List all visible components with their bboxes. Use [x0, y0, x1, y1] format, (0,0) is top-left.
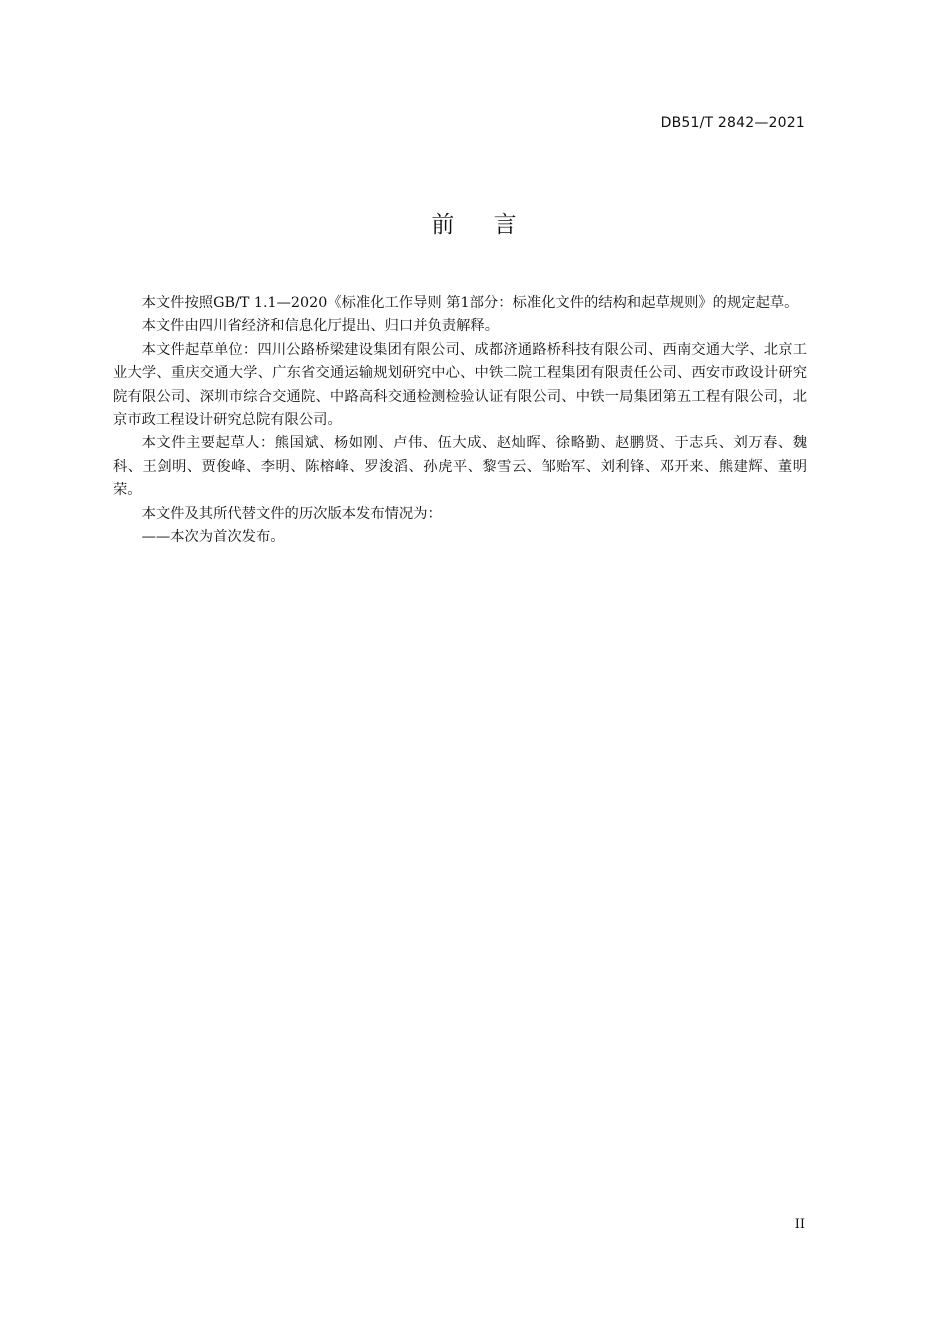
page-number: II — [794, 1217, 805, 1232]
paragraph-version-history: 本文件及其所代替文件的历次版本发布情况为： — [141, 505, 442, 522]
page-title: 前 言 — [431, 212, 519, 238]
paragraph-drafting-basis: 本文件按照GB/T 1.1—2020《标准化工作导则 第1部分：标准化文件的结构和起草规则》的规定起草。 — [141, 295, 799, 311]
paragraph-proposer: 本文件由四川省经济和信息化厅提出、归口并负责解释。 — [141, 318, 500, 335]
paragraph-drafting-units: 本文件起草单位：四川公路桥梁建设集团有限公司、成都济通路桥科技有限公司、西南交通大学、北京工业大学、重庆交通大学、广东省交通运输规划研究中心、中铁二院工程集团有限责任公司、西安市政设计研究院有限公司、深圳市综合交通院、中路高科交通检测检验认证有限公司、中铁一局集团第五工程有限公司，北京市政工程设计研究总院有限公司。 — [113, 341, 807, 429]
paragraph-main-drafters: 本文件主要起草人：熊国斌、杨如刚、卢伟、伍大成、赵灿晖、徐略勤、赵鹏贤、于志兵、刘万春、魏科、王剑明、贾俊峰、李明、陈榕峰、罗浚滔、孙虎平、黎雪云、邹贻军、刘利锋、邓开来、熊建辉、董明荣。 — [113, 435, 807, 499]
foreword-body — [113, 292, 807, 549]
paragraph-first-release: ——本次为首次发布。 — [141, 529, 285, 546]
document-code: DB51/T 2842—2021 — [660, 115, 805, 131]
